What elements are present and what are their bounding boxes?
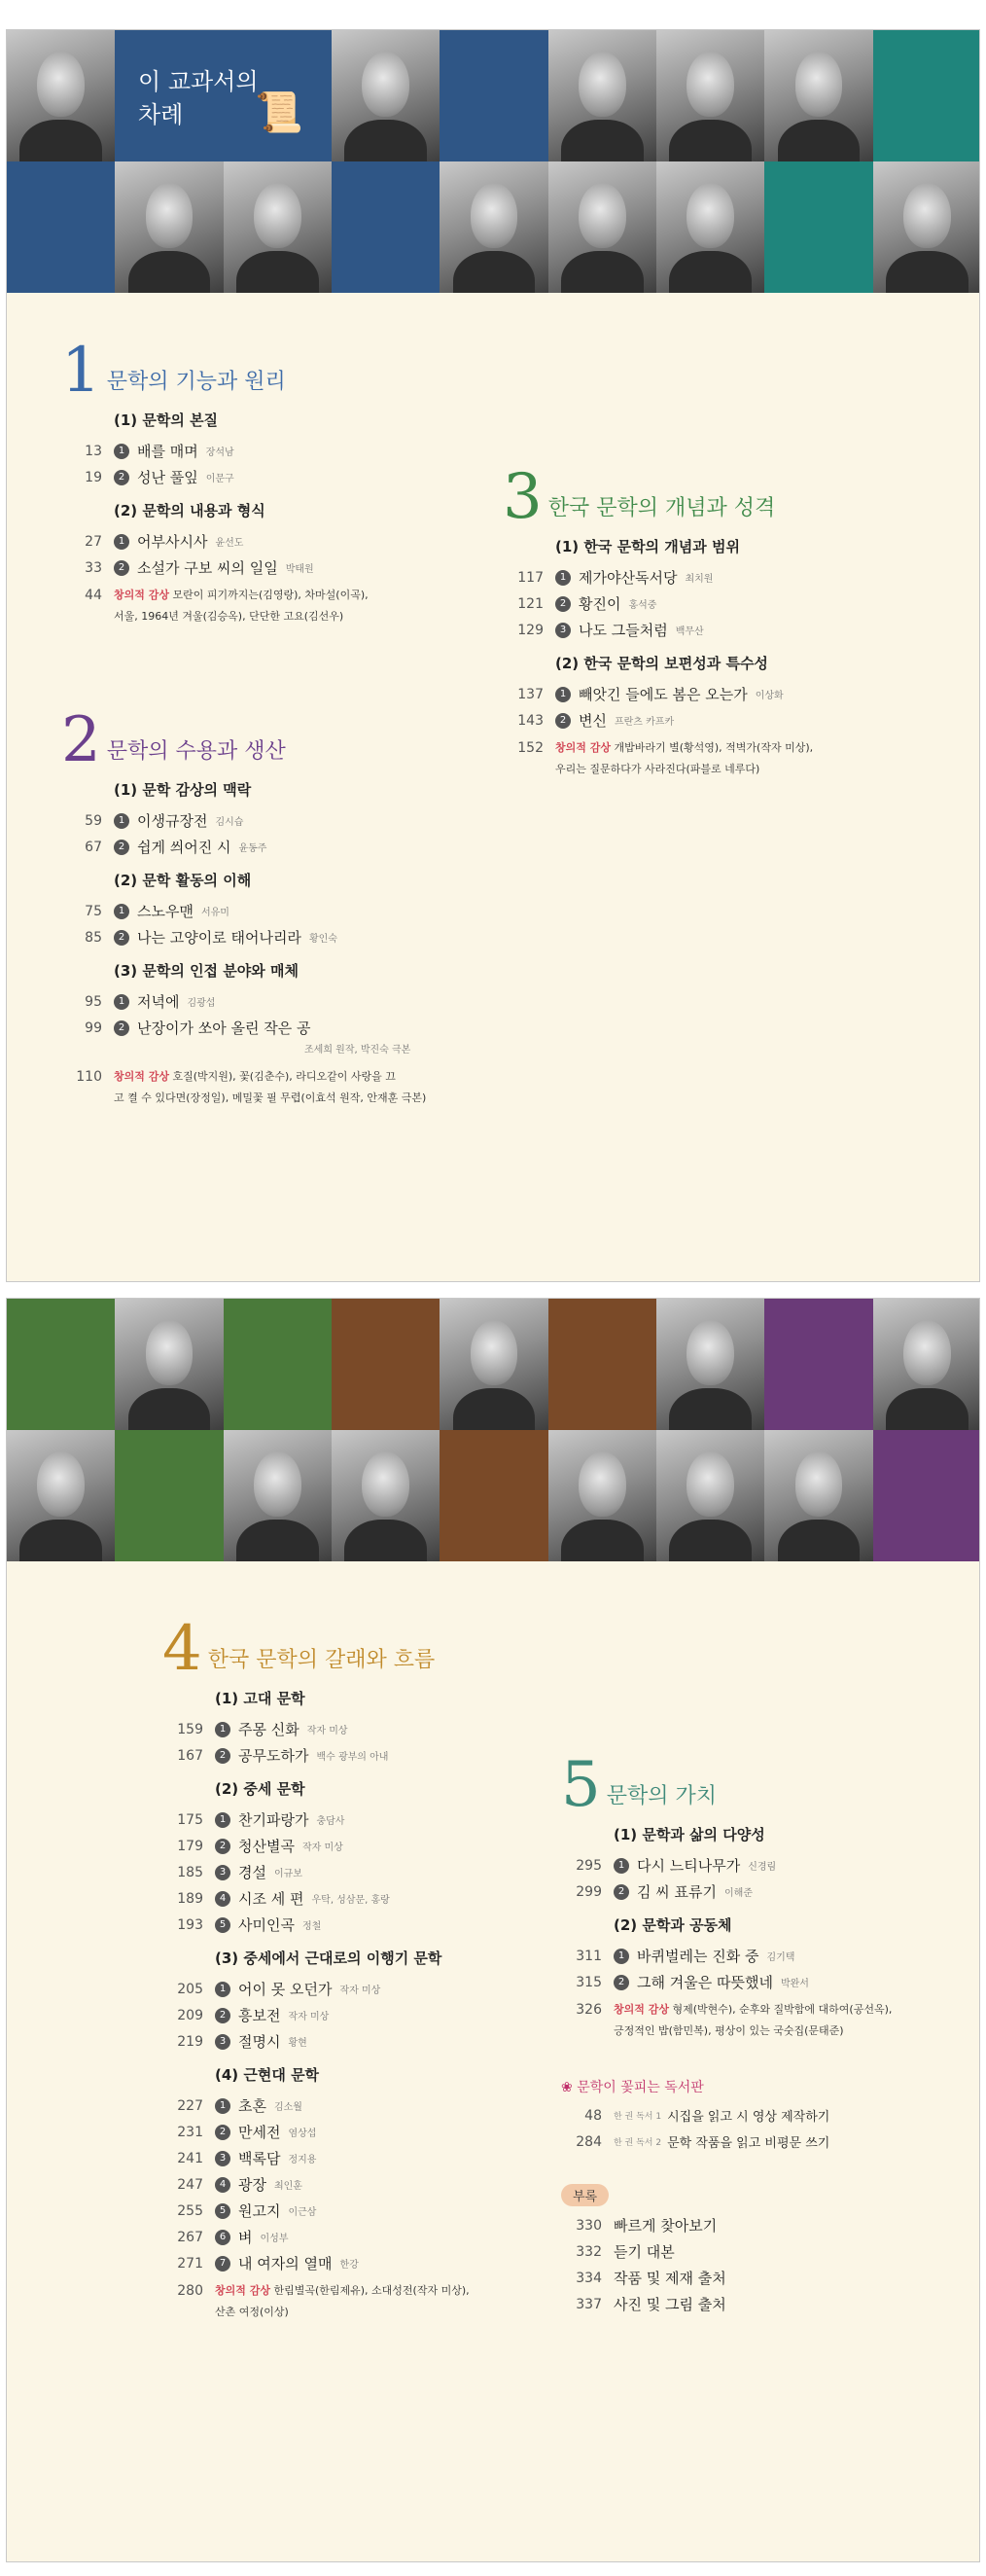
item-number: 1 [114,904,129,919]
color-tile [764,161,872,293]
creative-label: 창의적 감상 [114,589,169,601]
author-name: 이근삼 [288,2207,317,2218]
appendix-title: 작품 및 제재 출처 [614,2270,726,2287]
author-name: 정지용 [288,2155,317,2165]
author-name: 정철 [301,1921,322,1932]
toc-entry[interactable] [61,464,489,490]
author-photo [656,161,764,293]
work-title: 공무도하가 [238,1747,309,1765]
appendix-badge: 부록 [561,2184,609,2206]
author-name: 작자 미상 [301,1843,343,1853]
toc-entry[interactable] [503,564,950,590]
author-photo [764,30,872,161]
author-photo [115,161,223,293]
item-number: 2 [114,1020,129,1036]
item-number: 2 [215,1748,230,1764]
page-number: 48 [584,2107,602,2124]
toc-entry[interactable] [61,988,499,1015]
toc-entry[interactable] [503,590,950,617]
section-title: (2) 문학 활동의 이해 [114,872,252,889]
chapter-title: 한국 문학의 개념과 성격 [547,496,776,520]
color-tile [332,161,440,293]
toc-entry[interactable] [503,681,950,707]
color-tile [548,1299,656,1430]
author-photo [873,1299,980,1430]
section-title: (2) 중세 문학 [215,1780,305,1798]
toc-entry[interactable] [162,2250,512,2276]
toc-entry[interactable] [61,438,489,464]
item-number: 2 [614,1975,629,1990]
item-number: 2 [215,2008,230,2023]
creative-works-line1: 모란이 피기까지는(김영랑), 차마설(이곡), [172,589,369,601]
page-number: 231 [177,2124,203,2140]
section-title: (3) 중세에서 근대로의 이행기 문학 [215,1950,442,1967]
color-tile [332,1299,440,1430]
author-photo [440,1299,547,1430]
item-number: 3 [555,623,571,638]
chapter-title: 문학의 수용과 생산 [106,739,286,764]
toc-entry[interactable] [162,1742,512,1769]
author-name: 이해준 [724,1888,753,1899]
work-title: 광장 [238,2176,266,2194]
toc-page-1 [6,29,980,1282]
page-number: 75 [85,903,102,919]
item-number: 1 [215,1722,230,1737]
item-number: 5 [215,1917,230,1933]
page-number: 315 [576,1974,602,1990]
toc-entry[interactable] [162,1833,512,1859]
page-number: 167 [177,1747,203,1764]
work-title: 사미인곡 [238,1916,295,1934]
scroll-book-icon: 📜 [255,90,303,135]
item-number: 1 [614,1949,629,1964]
author-name: 이문구 [205,474,234,484]
work-title: 난장이가 쏘아 올린 작은 공 [137,1020,311,1037]
author-photo [656,30,764,161]
section-title: (3) 문학의 인접 분야와 매체 [114,962,299,980]
creative-works-line1: 개밥바라기 별(황석영), 적벽가(작자 미상), [614,741,814,754]
work-title: 원고지 [238,2202,281,2220]
toc-entry[interactable] [61,924,499,950]
author-photo [548,30,656,161]
item-number: 3 [215,2151,230,2166]
page-number: 117 [517,569,544,586]
toc-entry[interactable] [561,1943,950,1969]
work-title: 나도 그들처럼 [579,622,668,639]
item-number: 6 [215,2230,230,2245]
page-number: 337 [576,2296,602,2312]
author-name: 장석남 [205,447,234,458]
item-number: 2 [614,1884,629,1900]
item-number: 1 [114,994,129,1010]
author-photo [656,1430,764,1561]
work-title: 그해 겨울은 따뜻했네 [637,1974,773,1991]
creative-appreciation[interactable] [503,737,950,780]
creative-works-line1: 형제(박현수), 순후와 질박함에 대하여(공선옥), [672,2003,893,2016]
page-number: 110 [76,1069,102,1085]
author-photo [873,161,980,293]
work-title: 만세전 [238,2124,281,2141]
author-photo [224,1430,332,1561]
creative-appreciation[interactable] [162,2280,512,2323]
work-title: 주몽 신화 [238,1721,299,1738]
toc-entry[interactable] [162,1807,512,1833]
work-title: 찬기파랑가 [238,1811,309,1829]
toc-entry[interactable] [561,1969,950,1995]
chapter-number: 5 [561,1749,601,1821]
section-title: (1) 문학과 삶의 다양성 [614,1826,765,1843]
creative-works-line2: 서울, 1964년 겨울(김승옥), 단단한 고요(김선우) [114,610,344,623]
creative-works-line2: 우리는 질문하다가 사라진다(파블로 네루다) [555,763,760,775]
page-number: 284 [576,2133,602,2150]
author-name: 김광섭 [187,998,216,1009]
page-number: 227 [177,2097,203,2114]
work-title: 황진이 [579,595,621,613]
creative-label: 창의적 감상 [114,1070,169,1083]
appendix-entry[interactable] [561,2265,950,2291]
page-number: 27 [85,533,102,550]
work-title: 벼 [238,2229,253,2246]
author-photo [7,1430,115,1561]
work-title: 소설가 구보 씨의 일일 [137,559,278,577]
reading-entry[interactable] [561,2129,950,2155]
item-number: 1 [215,2098,230,2114]
toc-entry[interactable] [162,2145,512,2171]
creative-works-line1: 호질(박지원), 꽃(김춘수), 라디오같이 사랑을 끄 [172,1070,396,1083]
chapter-number: 3 [503,461,543,533]
section-title: (2) 문학의 내용과 형식 [114,502,265,519]
toc-entry[interactable] [162,2119,512,2145]
work-title: 스노우맨 [137,903,194,920]
adaptation-credit: 조세희 원작, 박진숙 극본 [304,1045,411,1055]
toc-entry[interactable] [162,1716,512,1742]
author-name: 윤선도 [215,538,244,549]
page-number: 95 [85,993,102,1010]
item-number: 7 [215,2256,230,2272]
author-photo [115,1299,223,1430]
color-tile [873,1430,980,1561]
item-number: 4 [215,2177,230,2193]
author-name: 박완서 [780,1979,809,1989]
appendix-title: 빠르게 찾아보기 [614,2217,718,2235]
toc-entry[interactable] [61,555,489,581]
toc-title-line2: 차례 [138,101,184,128]
page-number: 247 [177,2176,203,2193]
page-number: 241 [177,2150,203,2166]
item-number: 2 [555,713,571,729]
creative-works-line1: 한림별곡(한림제유), 소대성전(작자 미상), [273,2284,470,2297]
toc-entry[interactable] [162,2198,512,2224]
toc-entry[interactable] [162,1859,512,1885]
item-number: 1 [114,444,129,459]
page-number: 255 [177,2202,203,2219]
toc-entry[interactable] [162,2093,512,2119]
item-number: 1 [215,1812,230,1828]
page-number: 121 [517,595,544,612]
chapter-5-block [561,1749,950,2317]
author-name: 신경림 [748,1862,777,1873]
section-title: (2) 한국 문학의 보편성과 특수성 [555,655,768,672]
page-number: 267 [177,2229,203,2245]
work-title: 어이 못 오던가 [238,1981,333,1998]
item-number: 2 [114,930,129,946]
author-name: 황인숙 [308,934,337,945]
toc-entry[interactable] [162,2028,512,2055]
page-number: 19 [85,469,102,485]
work-title: 바퀴벌레는 진화 중 [637,1948,759,1965]
author-name: 우탁, 성삼문, 홍랑 [311,1895,390,1906]
flower-icon: ❀ [561,2080,573,2095]
page-number: 67 [85,839,102,855]
chapter-2-block [61,704,499,1109]
work-title: 배를 매며 [137,443,198,460]
work-title: 저녁에 [137,993,180,1011]
page-number: 189 [177,1890,203,1907]
section-title: (2) 문학과 공동체 [614,1916,732,1934]
toc-entry[interactable] [162,2224,512,2250]
author-photo [332,1430,440,1561]
appendix-entry[interactable] [561,2238,950,2265]
toc-entry[interactable] [162,1885,512,1912]
author-name: 이상화 [755,691,784,701]
work-title: 백록담 [238,2150,281,2167]
author-name: 김기택 [766,1952,795,1963]
chapter-title: 한국 문학의 갈래와 흐름 [207,1648,436,1672]
page-number: 143 [517,712,544,729]
creative-works-line2: 긍정적인 밥(함민복), 평상이 있는 국숫집(문태준) [614,2024,844,2037]
creative-appreciation[interactable] [61,1066,499,1109]
toc-entry[interactable] [61,807,499,834]
section-title: (1) 문학 감상의 맥락 [114,781,252,799]
author-photo [7,30,115,161]
work-title: 경설 [238,1864,266,1881]
author-name: 박태원 [285,564,314,575]
author-photo [548,161,656,293]
page-number: 185 [177,1864,203,1880]
author-name: 충담사 [316,1816,345,1827]
author-name: 홍석중 [628,600,657,611]
toc-entry[interactable] [162,1976,512,2002]
work-title: 다시 느티나무가 [637,1857,741,1875]
work-title: 변신 [579,712,607,730]
work-title: 김 씨 표류기 [637,1883,717,1901]
author-photo [224,161,332,293]
reading-tag: 한 권 독서 1 [614,2112,662,2122]
section-title: (1) 고대 문학 [215,1690,305,1707]
page-number: 175 [177,1811,203,1828]
color-tile [7,1299,115,1430]
chapter-number: 4 [162,1613,202,1685]
appendix-entry[interactable] [561,2291,950,2317]
section-title: (4) 근현대 문학 [215,2066,320,2084]
page-number: 129 [517,622,544,638]
toc-page-2 [6,1298,980,2562]
author-name: 이성부 [260,2234,289,2244]
page-number: 332 [576,2243,602,2260]
color-tile [440,30,547,161]
item-number: 1 [614,1858,629,1874]
author-name: 김소월 [273,2102,302,2113]
color-tile [115,1430,223,1561]
chapter-4-block [162,1613,512,2323]
appendix-block [561,2184,950,2317]
toc-entry[interactable] [61,834,499,860]
creative-appreciation[interactable] [561,1999,950,2042]
color-tile [224,1299,332,1430]
author-name: 작자 미상 [306,1726,348,1736]
portrait-banner-2 [7,1299,980,1561]
work-title: 성난 풀잎 [137,469,198,486]
section-title: (1) 문학의 본질 [114,411,219,429]
reading-activity-block [561,2077,950,2155]
section-title: (1) 한국 문학의 개념과 범위 [555,538,740,555]
author-name: 윤동주 [238,843,267,854]
toc-entry[interactable] [503,707,950,733]
work-title: 빼앗긴 들에도 봄은 오는가 [579,686,748,703]
author-photo [764,1430,872,1561]
toc-entry[interactable] [561,1852,950,1878]
work-title: 시조 세 편 [238,1890,304,1908]
item-number: 1 [114,534,129,550]
page-number: 59 [85,812,102,829]
author-name: 백수 광부의 아내 [316,1752,389,1763]
reading-heading-text: 문학이 꽃피는 독서판 [577,2080,704,2095]
item-number: 1 [555,570,571,586]
page-number: 44 [85,588,102,603]
toc-entry[interactable] [162,1912,512,1938]
page-number: 219 [177,2033,203,2050]
item-number: 4 [215,1891,230,1907]
creative-works-line2: 고 켤 수 있다면(장정일), 메밀꽃 필 무렵(이효석 원작, 안재훈 극본) [114,1091,427,1104]
author-name: 김시습 [215,817,244,828]
color-tile [440,1430,547,1561]
page-number: 193 [177,1916,203,1933]
author-photo [548,1430,656,1561]
page-number: 179 [177,1838,203,1854]
item-number: 5 [215,2203,230,2219]
page-number: 33 [85,559,102,576]
work-title: 쉽게 씌어진 시 [137,839,231,856]
author-photo [656,1299,764,1430]
toc-title [119,48,362,162]
author-name: 황현 [288,2038,307,2049]
work-title: 제가야산독서당 [579,569,678,587]
page-number: 326 [576,2002,602,2018]
color-tile [7,161,115,293]
reading-tag: 한 권 독서 2 [614,2138,662,2148]
chapter-number: 2 [61,704,101,776]
reading-entry[interactable] [561,2102,950,2129]
page-number: 205 [177,1981,203,1997]
item-number: 2 [215,1839,230,1854]
work-title: 이생규장전 [137,812,208,830]
work-title: 절명시 [238,2033,281,2051]
creative-appreciation[interactable] [61,585,489,627]
appendix-title: 듣기 대본 [614,2243,675,2261]
author-name: 한강 [339,2260,359,2271]
page-number: 330 [576,2217,602,2234]
toc-entry[interactable] [61,898,499,924]
page-number: 209 [177,2007,203,2023]
item-number: 2 [114,560,129,576]
toc-entry[interactable] [503,617,950,643]
item-number: 2 [555,596,571,612]
page-number: 271 [177,2255,203,2272]
page-number: 137 [517,686,544,702]
appendix-entry[interactable] [561,2212,950,2238]
chapter-title: 문학의 가치 [606,1784,717,1808]
page-number: 280 [177,2283,203,2299]
color-tile [873,30,980,161]
reading-title: 시집을 읽고 시 영상 제작하기 [667,2110,830,2125]
item-number: 3 [215,1865,230,1880]
page-number: 159 [177,1721,203,1737]
toc-title-line1: 이 교과서의 [138,68,259,95]
item-number: 2 [215,2125,230,2140]
author-name: 이규보 [273,1869,302,1879]
creative-works-line2: 산촌 여정(이상) [215,2306,289,2318]
work-title: 나는 고양이로 태어나리라 [137,929,301,947]
page-number: 152 [517,740,544,756]
author-name: 백무산 [675,626,704,637]
page-number: 334 [576,2270,602,2286]
toc-entry[interactable] [61,528,489,555]
item-number: 1 [215,1982,230,1997]
author-name: 염상섭 [288,2129,317,2139]
page-number: 295 [576,1857,602,1874]
color-tile [764,1299,872,1430]
appendix-title: 사진 및 그림 출처 [614,2296,726,2313]
author-photo [440,161,547,293]
page-number: 13 [85,443,102,459]
item-number: 3 [215,2034,230,2050]
author-name: 최인훈 [273,2181,302,2192]
page-number: 299 [576,1883,602,1900]
author-name: 작자 미상 [288,2012,330,2022]
work-title: 초혼 [238,2097,266,2115]
page-number: 99 [85,1020,102,1036]
item-number: 2 [114,840,129,855]
author-name: 프란츠 카프카 [614,717,675,728]
creative-label: 창의적 감상 [215,2284,270,2297]
chapter-number: 1 [61,335,101,407]
work-title: 흥보전 [238,2007,281,2024]
chapter-1-block [61,335,489,627]
author-name: 최치원 [685,574,714,585]
work-title: 어부사시사 [137,533,208,551]
creative-label: 창의적 감상 [614,2003,669,2016]
page-number: 85 [85,929,102,946]
author-name: 서유미 [200,908,229,918]
item-number: 2 [114,470,129,485]
author-name: 작자 미상 [339,1986,381,1996]
reading-title: 문학 작품을 읽고 비평문 쓰기 [667,2136,830,2151]
toc-entry[interactable] [561,1878,950,1905]
work-title: 청산별곡 [238,1838,295,1855]
chapter-title: 문학의 기능과 원리 [106,370,286,394]
creative-label: 창의적 감상 [555,741,611,754]
item-number: 1 [114,813,129,829]
toc-entry[interactable] [162,2002,512,2028]
reading-heading [561,2077,950,2096]
item-number: 1 [555,687,571,702]
chapter-3-block [503,461,950,780]
toc-entry[interactable] [162,2171,512,2198]
toc-entry[interactable] [61,1015,499,1041]
page-number: 311 [576,1948,602,1964]
work-title: 내 여자의 열매 [238,2255,333,2272]
